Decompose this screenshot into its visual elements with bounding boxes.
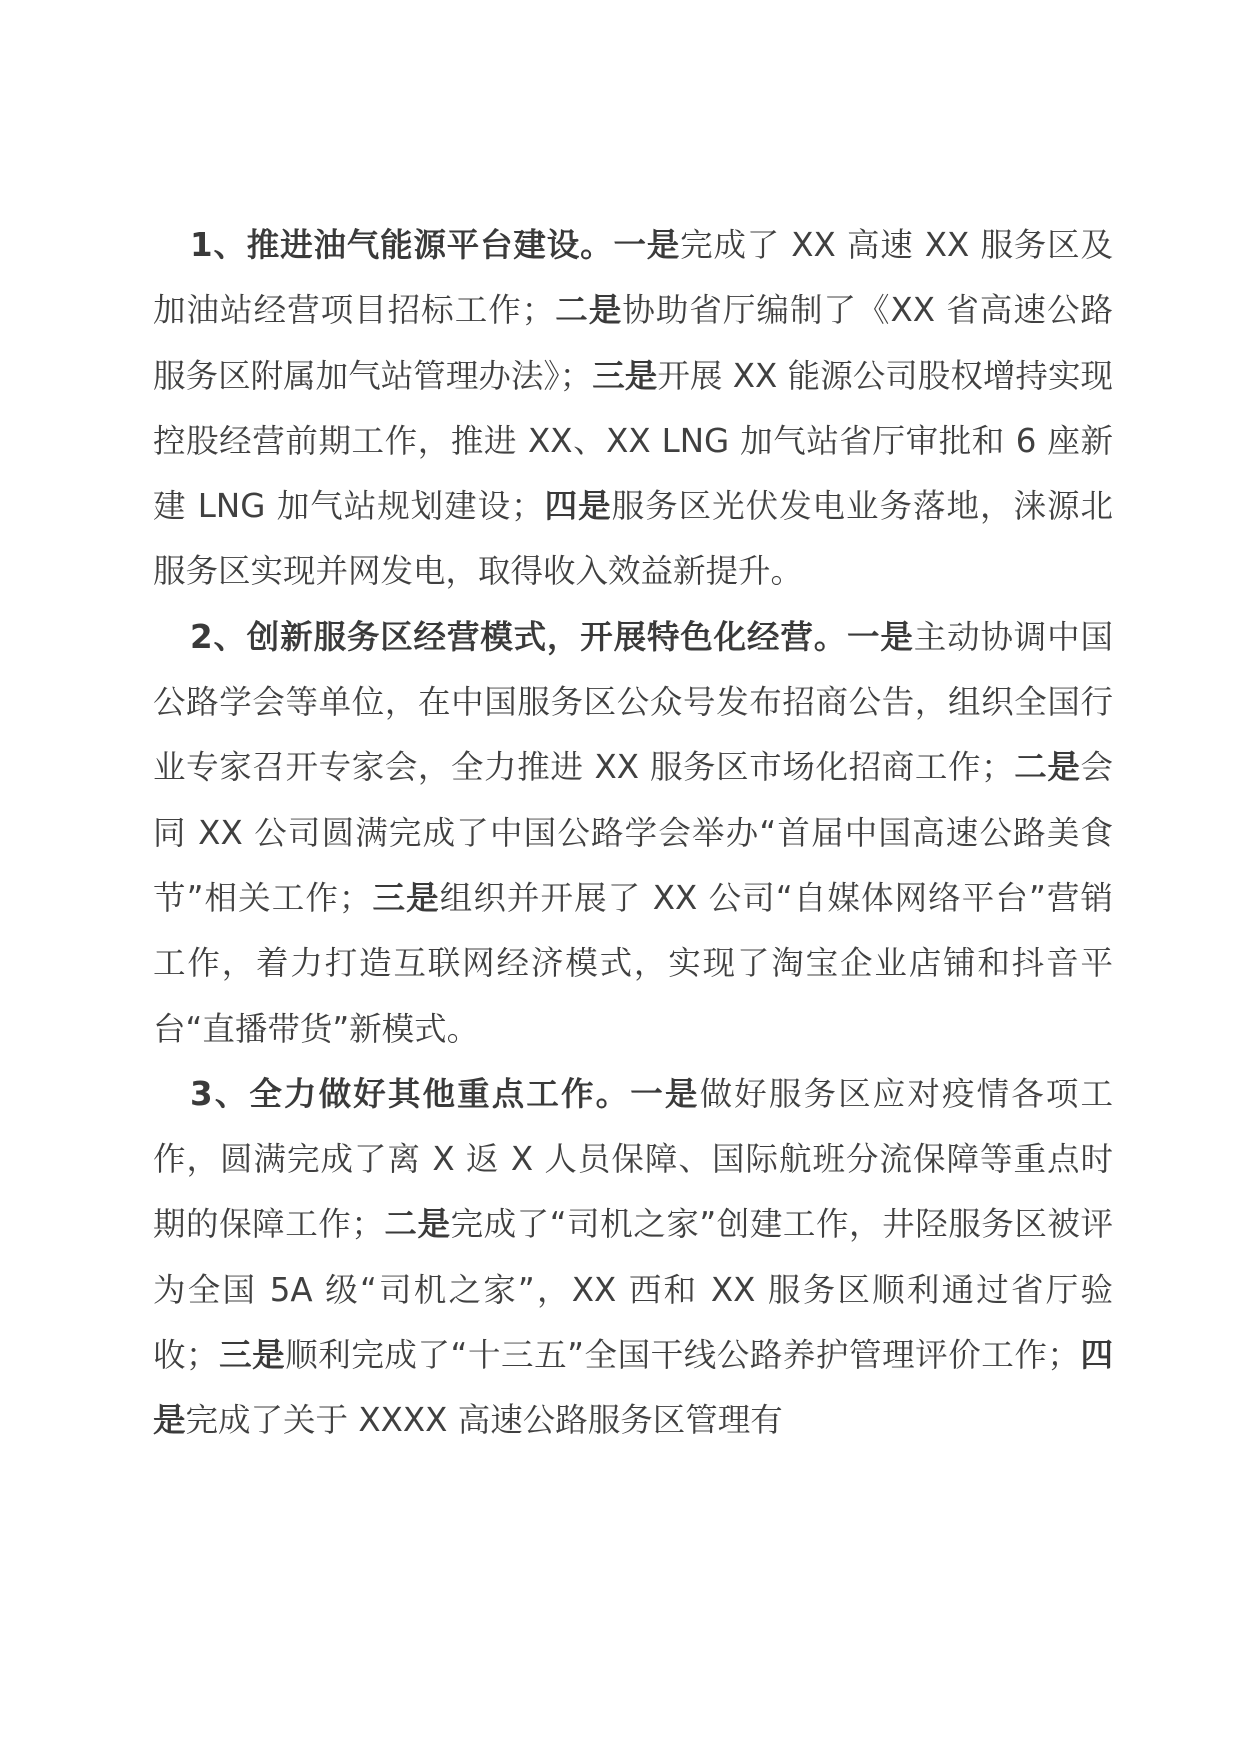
item-marker: 三是 [592, 356, 658, 395]
item-text: 协助省厅编制了《XX 省高速公路服务区附属加气站管理办法》； [153, 291, 1113, 395]
section-heading: 1、推进油气能源平台建设。 [190, 226, 614, 264]
paragraph-business-model-innovation [153, 605, 1113, 1062]
item-marker: 四是 [543, 487, 612, 526]
item-marker: 一是 [847, 617, 914, 656]
document-body [153, 213, 1113, 1454]
item-text: 服务区光伏发电业务落地，涞源北服务区实现并网发电，取得收入效益新提升。 [153, 487, 1113, 591]
section-heading: 2、创新服务区经营模式，开展特色化经营。 [190, 617, 848, 656]
item-text: 完成了 XX 高速 XX 服务区及加油站经营项目招标工作； [153, 226, 1113, 330]
item-marker: 二是 [1013, 748, 1081, 787]
item-marker: 二是 [554, 291, 623, 330]
item-text: 完成了关于 XXXX 高速公路服务区管理有 [185, 1401, 783, 1440]
item-marker: 一是 [630, 1074, 700, 1113]
item-text: 顺利完成了“十三五”全国干线公路养护管理评价工作； [285, 1336, 1080, 1375]
item-text: 组织并开展了 XX 公司“自媒体网络平台”营销工作，着力打造互联网经济模式，实现了淘宝企业店铺和抖音平台“直播带货”新模式。 [153, 878, 1113, 1048]
item-marker: 四是 [153, 1336, 1113, 1440]
item-marker: 二是 [383, 1205, 451, 1244]
item-text: 会同 XX 公司圆满完成了中国公路学会举办“首届中国高速公路美食节”相关工作； [153, 748, 1113, 917]
item-marker: 一是 [613, 226, 681, 264]
item-text: 开展 XX 能源公司股权增持实现控股经营前期工作，推进 XX、XX LNG 加气站省厅审批和 6 座新建 LNG 加气站规划建设； [153, 356, 1113, 526]
paragraph-other-key-work [153, 1062, 1113, 1454]
item-text: 主动协调中国公路学会等单位，在中国服务区公众号发布招商公告，组织全国行业专家召开专家会，全力推进 XX 服务区市场化招商工作； [153, 617, 1113, 787]
section-heading: 3、全力做好其他重点工作。 [190, 1074, 631, 1113]
item-text: 完成了“司机之家”创建工作，井陉服务区被评为全国 5A 级“司机之家”，XX 西和 XX 服务区顺利通过省厅验收； [153, 1205, 1113, 1375]
paragraph-oil-gas-energy [153, 213, 1113, 605]
item-marker: 三是 [371, 878, 440, 917]
item-marker: 三是 [218, 1336, 286, 1375]
item-text: 做好服务区应对疫情各项工作，圆满完成了离 X 返 X 人员保障、国际航班分流保障等重点时期的保障工作； [153, 1074, 1113, 1244]
